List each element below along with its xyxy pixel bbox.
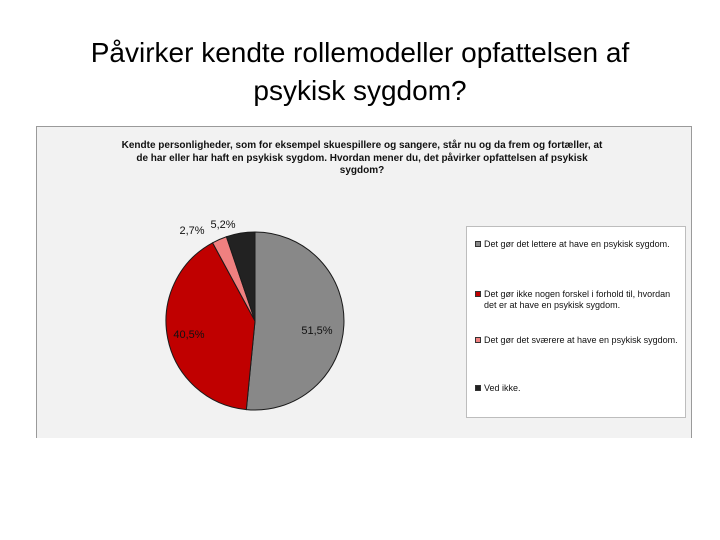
legend-swatch-no-difference — [475, 291, 481, 297]
legend-swatch-harder — [475, 337, 481, 343]
legend-item-dont-know — [475, 383, 683, 394]
legend-item-no-difference — [475, 289, 683, 311]
data-label-easier: 51,5% — [301, 325, 333, 337]
legend-label-dont-know: Ved ikke. — [484, 383, 521, 393]
legend-swatch-easier — [475, 241, 481, 247]
data-label-harder: 2,7% — [179, 225, 205, 237]
legend-label-easier: Det gør det lettere at have en psykisk sygdom. — [484, 239, 670, 249]
chart-title-line-3: sygdom? — [339, 165, 385, 176]
chart-title-line-1: Kendte personligheder, som for eksempel skuespillere og sangere, står nu og da frem og fortæller, at — [121, 140, 603, 151]
data-label-dont-know: 5,2% — [210, 219, 236, 231]
chart-title-line-2: de har eller har haft en psykisk sygdom. Hvordan mener du, det påvirker opfattelsen af psykisk — [136, 152, 588, 164]
legend-item-easier — [475, 239, 683, 250]
slide-title-line-2: psykisk sygdom? — [253, 75, 467, 106]
legend-swatch-dont-know — [475, 385, 481, 391]
legend-label-no-difference: Det gør ikke nogen forskel i forhold til, hvordan det er at have en psykisk sygdom. — [484, 289, 671, 310]
chart-legend — [466, 226, 686, 418]
data-label-no-difference: 40,5% — [173, 329, 205, 341]
pie-slice-easier — [246, 232, 344, 410]
legend-label-harder: Det gør det sværere at have en psykisk sygdom. — [484, 335, 678, 345]
slide-title-line-1: Påvirker kendte rollemodeller opfattelsen af — [90, 37, 630, 68]
legend-item-harder — [475, 335, 683, 346]
